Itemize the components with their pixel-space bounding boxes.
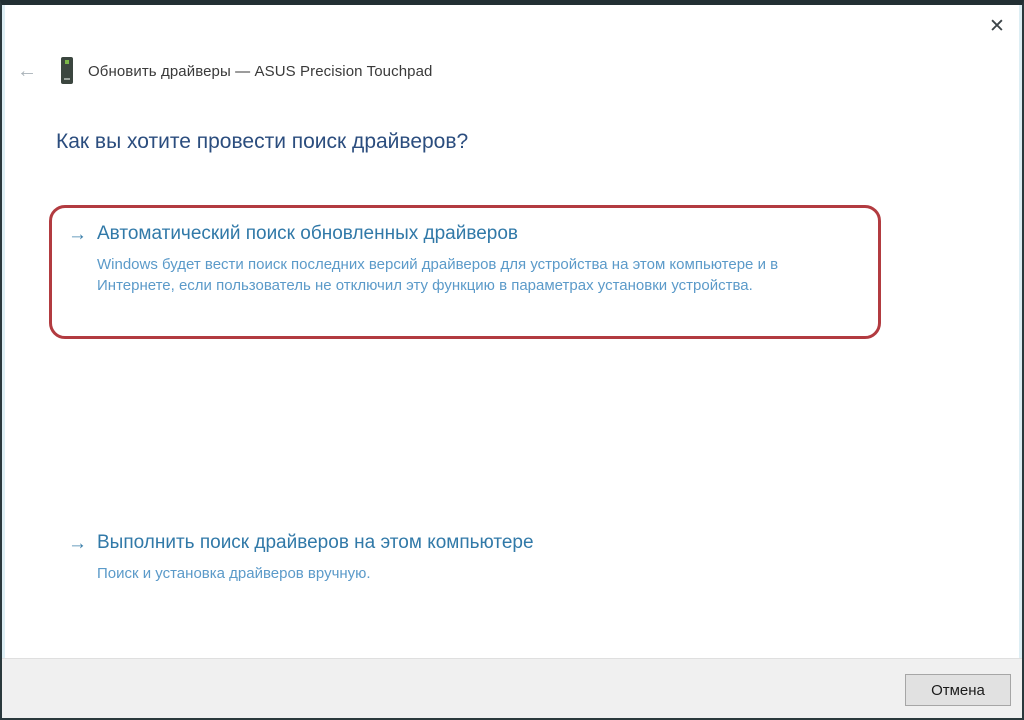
close-icon[interactable]: ✕ — [989, 16, 1005, 37]
window-title: Обновить драйверы — ASUS Precision Touchpad — [88, 63, 433, 80]
arrow-right-icon: → — [68, 224, 87, 245]
option-description: Поиск и установка драйверов вручную. — [97, 565, 371, 582]
back-icon[interactable]: ← — [17, 60, 37, 82]
option-search-automatically[interactable] — [68, 223, 858, 297]
option-browse-computer[interactable] — [68, 532, 688, 584]
page-title: Как вы хотите провести поиск драйверов? — [56, 130, 469, 153]
option-title: Автоматический поиск обновленных драйверов — [97, 223, 519, 244]
option-title: Выполнить поиск драйверов на этом компьютере — [97, 532, 534, 553]
arrow-right-icon: → — [68, 533, 87, 554]
option-description: Windows будет вести поиск последних версий драйверов для устройства на этом компьютере и в Интернете, если пользователь не отключил эту функцию в параметрах установки устройства. — [97, 256, 779, 295]
cancel-button[interactable]: Отмена — [905, 674, 1011, 706]
driver-device-icon — [59, 56, 75, 86]
footer-bar — [2, 658, 1022, 718]
